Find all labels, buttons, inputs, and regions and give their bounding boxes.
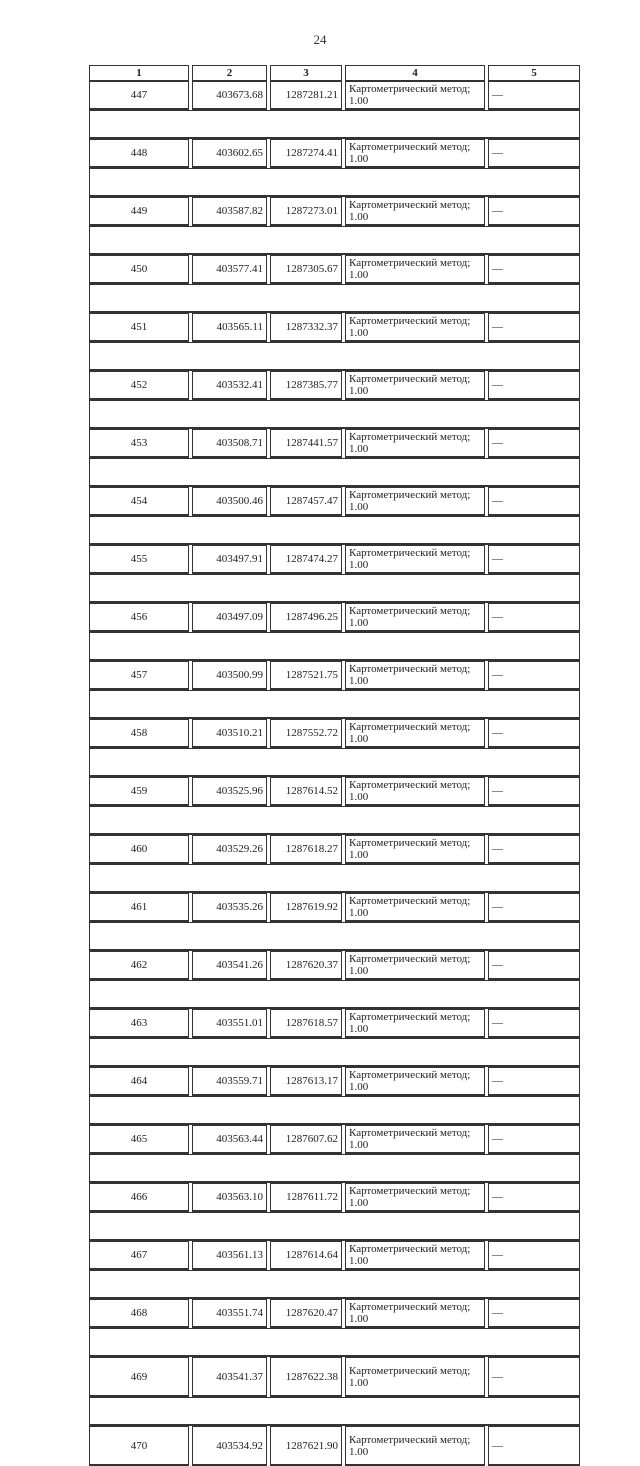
- method-cell: [345, 487, 485, 516]
- method-text: Картометрический метод;: [349, 895, 471, 907]
- accuracy-text: 1.00: [349, 501, 369, 513]
- point-number-cell: 456: [89, 603, 189, 632]
- table-row: [89, 1009, 580, 1038]
- x-coordinate-cell: 403673.68: [192, 81, 267, 110]
- note-cell: —: [488, 81, 580, 110]
- column-header-1: 1: [89, 65, 189, 81]
- y-coordinate-cell: 1287620.47: [270, 1299, 342, 1328]
- y-coordinate-cell: 1287385.77: [270, 371, 342, 400]
- method-cell: [345, 1299, 485, 1328]
- note-cell: —: [488, 661, 580, 690]
- method-text: Картометрический метод;: [349, 199, 471, 211]
- x-coordinate-cell: 403508.71: [192, 429, 267, 458]
- method-text: Картометрический метод;: [349, 779, 471, 791]
- note-cell: —: [488, 1009, 580, 1038]
- table-header-row: [89, 65, 580, 81]
- row-spacer-cell: [89, 1270, 580, 1299]
- row-spacer-cell: [89, 632, 580, 661]
- row-spacer: [89, 864, 580, 893]
- point-number-cell: 454: [89, 487, 189, 516]
- note-cell: —: [488, 603, 580, 632]
- method-text: Картометрический метод;: [349, 315, 471, 327]
- row-spacer: [89, 458, 580, 487]
- note-cell: —: [488, 139, 580, 168]
- method-cell: [345, 1357, 485, 1397]
- row-spacer: [89, 806, 580, 835]
- table-row: [89, 1241, 580, 1270]
- table-row: [89, 777, 580, 806]
- note-cell: —: [488, 951, 580, 980]
- point-number-cell: 466: [89, 1183, 189, 1212]
- x-coordinate-cell: 403500.46: [192, 487, 267, 516]
- table-row: [89, 1299, 580, 1328]
- accuracy-text: 1.00: [349, 211, 369, 223]
- x-coordinate-cell: 403577.41: [192, 255, 267, 284]
- table-row: [89, 313, 580, 342]
- row-spacer: [89, 574, 580, 603]
- method-cell: [345, 661, 485, 690]
- row-spacer: [89, 1212, 580, 1241]
- method-cell: [345, 777, 485, 806]
- method-cell: [345, 429, 485, 458]
- method-text: Картометрический метод;: [349, 1011, 471, 1023]
- table-row: [89, 1125, 580, 1154]
- point-number-cell: 450: [89, 255, 189, 284]
- row-spacer-cell: [89, 1212, 580, 1241]
- y-coordinate-cell: 1287620.37: [270, 951, 342, 980]
- x-coordinate-cell: 403563.10: [192, 1183, 267, 1212]
- point-number-cell: 467: [89, 1241, 189, 1270]
- x-coordinate-cell: 403534.92: [192, 1426, 267, 1466]
- method-cell: [345, 1426, 485, 1466]
- row-spacer-cell: [89, 748, 580, 777]
- point-number-cell: 469: [89, 1357, 189, 1397]
- method-text: Картометрический метод;: [349, 1069, 471, 1081]
- accuracy-text: 1.00: [349, 1081, 369, 1093]
- row-spacer-cell: [89, 1328, 580, 1357]
- y-coordinate-cell: 1287552.72: [270, 719, 342, 748]
- method-text: Картометрический метод;: [349, 721, 471, 733]
- x-coordinate-cell: 403541.37: [192, 1357, 267, 1397]
- point-number-cell: 470: [89, 1426, 189, 1466]
- note-cell: —: [488, 429, 580, 458]
- table-row: [89, 951, 580, 980]
- method-text: Картометрический метод;: [349, 83, 471, 95]
- accuracy-text: 1.00: [349, 443, 369, 455]
- row-spacer-cell: [89, 458, 580, 487]
- note-cell: —: [488, 371, 580, 400]
- y-coordinate-cell: 1287618.57: [270, 1009, 342, 1038]
- row-spacer: [89, 1154, 580, 1183]
- note-cell: —: [488, 1426, 580, 1466]
- y-coordinate-cell: 1287273.01: [270, 197, 342, 226]
- accuracy-text: 1.00: [349, 559, 369, 571]
- column-header-2: 2: [192, 65, 267, 81]
- accuracy-text: 1.00: [349, 385, 369, 397]
- row-spacer: [89, 110, 580, 139]
- row-spacer-cell: [89, 690, 580, 719]
- accuracy-text: 1.00: [349, 1376, 369, 1389]
- row-spacer: [89, 690, 580, 719]
- accuracy-text: 1.00: [349, 1023, 369, 1035]
- method-text: Картометрический метод;: [349, 373, 471, 385]
- point-number-cell: 452: [89, 371, 189, 400]
- row-spacer: [89, 632, 580, 661]
- x-coordinate-cell: 403500.99: [192, 661, 267, 690]
- method-cell: [345, 313, 485, 342]
- accuracy-text: 1.00: [349, 617, 369, 629]
- method-cell: [345, 1067, 485, 1096]
- note-cell: —: [488, 487, 580, 516]
- note-cell: —: [488, 1125, 580, 1154]
- row-spacer-cell: [89, 574, 580, 603]
- row-spacer: [89, 980, 580, 1009]
- y-coordinate-cell: 1287614.52: [270, 777, 342, 806]
- x-coordinate-cell: 403551.01: [192, 1009, 267, 1038]
- table-row: [89, 371, 580, 400]
- method-text: Картометрический метод;: [349, 953, 471, 965]
- method-cell: [345, 603, 485, 632]
- y-coordinate-cell: 1287607.62: [270, 1125, 342, 1154]
- note-cell: —: [488, 1241, 580, 1270]
- accuracy-text: 1.00: [349, 849, 369, 861]
- point-number-cell: 465: [89, 1125, 189, 1154]
- accuracy-text: 1.00: [349, 1313, 369, 1325]
- note-cell: —: [488, 313, 580, 342]
- table-row: [89, 1426, 580, 1466]
- table-body: [89, 81, 580, 1466]
- row-spacer: [89, 400, 580, 429]
- x-coordinate-cell: 403525.96: [192, 777, 267, 806]
- point-number-cell: 464: [89, 1067, 189, 1096]
- row-spacer: [89, 168, 580, 197]
- note-cell: —: [488, 777, 580, 806]
- row-spacer: [89, 226, 580, 255]
- table-row: [89, 255, 580, 284]
- point-number-cell: 455: [89, 545, 189, 574]
- table-row: [89, 661, 580, 690]
- table-row: [89, 1357, 580, 1397]
- note-cell: —: [488, 255, 580, 284]
- row-spacer: [89, 1096, 580, 1125]
- point-number-cell: 451: [89, 313, 189, 342]
- y-coordinate-cell: 1287619.92: [270, 893, 342, 922]
- note-cell: —: [488, 1299, 580, 1328]
- column-header-3: 3: [270, 65, 342, 81]
- method-text: Картометрический метод;: [349, 257, 471, 269]
- table-row: [89, 719, 580, 748]
- accuracy-text: 1.00: [349, 965, 369, 977]
- method-cell: [345, 545, 485, 574]
- accuracy-text: 1.00: [349, 733, 369, 745]
- y-coordinate-cell: 1287611.72: [270, 1183, 342, 1212]
- row-spacer-cell: [89, 864, 580, 893]
- row-spacer-cell: [89, 516, 580, 545]
- column-header-5: 5: [488, 65, 580, 81]
- y-coordinate-cell: 1287621.90: [270, 1426, 342, 1466]
- x-coordinate-cell: 403563.44: [192, 1125, 267, 1154]
- note-cell: —: [488, 893, 580, 922]
- note-cell: —: [488, 1357, 580, 1397]
- table-row: [89, 1183, 580, 1212]
- row-spacer-cell: [89, 226, 580, 255]
- row-spacer: [89, 1270, 580, 1299]
- accuracy-text: 1.00: [349, 1255, 369, 1267]
- method-cell: [345, 951, 485, 980]
- method-cell: [345, 139, 485, 168]
- row-spacer-cell: [89, 1038, 580, 1067]
- row-spacer-cell: [89, 922, 580, 951]
- x-coordinate-cell: 403529.26: [192, 835, 267, 864]
- method-cell: [345, 197, 485, 226]
- row-spacer-cell: [89, 110, 580, 139]
- method-cell: [345, 835, 485, 864]
- accuracy-text: 1.00: [349, 1445, 369, 1458]
- row-spacer-cell: [89, 806, 580, 835]
- y-coordinate-cell: 1287305.67: [270, 255, 342, 284]
- point-number-cell: 449: [89, 197, 189, 226]
- method-text: Картометрический метод;: [349, 489, 471, 501]
- accuracy-text: 1.00: [349, 327, 369, 339]
- table-row: [89, 139, 580, 168]
- x-coordinate-cell: 403497.09: [192, 603, 267, 632]
- method-cell: [345, 893, 485, 922]
- table-row: [89, 835, 580, 864]
- accuracy-text: 1.00: [349, 269, 369, 281]
- y-coordinate-cell: 1287332.37: [270, 313, 342, 342]
- table-row: [89, 603, 580, 632]
- accuracy-text: 1.00: [349, 1139, 369, 1151]
- accuracy-text: 1.00: [349, 791, 369, 803]
- x-coordinate-cell: 403535.26: [192, 893, 267, 922]
- note-cell: —: [488, 719, 580, 748]
- table-row: [89, 893, 580, 922]
- method-cell: [345, 719, 485, 748]
- table-row: [89, 197, 580, 226]
- accuracy-text: 1.00: [349, 907, 369, 919]
- row-spacer: [89, 284, 580, 313]
- method-text: Картометрический метод;: [349, 431, 471, 443]
- x-coordinate-cell: 403510.21: [192, 719, 267, 748]
- x-coordinate-cell: 403587.82: [192, 197, 267, 226]
- method-text: Картометрический метод;: [349, 547, 471, 559]
- row-spacer-cell: [89, 342, 580, 371]
- point-number-cell: 459: [89, 777, 189, 806]
- point-number-cell: 463: [89, 1009, 189, 1038]
- x-coordinate-cell: 403497.91: [192, 545, 267, 574]
- method-cell: [345, 1183, 485, 1212]
- method-cell: [345, 1125, 485, 1154]
- row-spacer-cell: [89, 1397, 580, 1426]
- y-coordinate-cell: 1287521.75: [270, 661, 342, 690]
- method-cell: [345, 255, 485, 284]
- row-spacer-cell: [89, 980, 580, 1009]
- y-coordinate-cell: 1287457.47: [270, 487, 342, 516]
- table-row: [89, 487, 580, 516]
- point-number-cell: 457: [89, 661, 189, 690]
- table-row: [89, 81, 580, 110]
- y-coordinate-cell: 1287613.17: [270, 1067, 342, 1096]
- row-spacer: [89, 342, 580, 371]
- table-row: [89, 545, 580, 574]
- row-spacer: [89, 1038, 580, 1067]
- point-number-cell: 460: [89, 835, 189, 864]
- row-spacer-cell: [89, 400, 580, 429]
- row-spacer: [89, 516, 580, 545]
- row-spacer-cell: [89, 1096, 580, 1125]
- row-spacer-cell: [89, 168, 580, 197]
- method-text: Картометрический метод;: [349, 141, 471, 153]
- method-text: Картометрический метод;: [349, 605, 471, 617]
- x-coordinate-cell: 403561.13: [192, 1241, 267, 1270]
- column-header-4: 4: [345, 65, 485, 81]
- table-row: [89, 1067, 580, 1096]
- point-number-cell: 453: [89, 429, 189, 458]
- x-coordinate-cell: 403559.71: [192, 1067, 267, 1096]
- y-coordinate-cell: 1287614.64: [270, 1241, 342, 1270]
- method-cell: [345, 1009, 485, 1038]
- page-number: 24: [313, 32, 327, 47]
- method-cell: [345, 371, 485, 400]
- method-cell: [345, 1241, 485, 1270]
- method-text: Картометрический метод;: [349, 1364, 471, 1377]
- table-row: [89, 429, 580, 458]
- accuracy-text: 1.00: [349, 95, 369, 107]
- coordinates-table: [86, 65, 583, 1466]
- x-coordinate-cell: 403602.65: [192, 139, 267, 168]
- y-coordinate-cell: 1287496.25: [270, 603, 342, 632]
- method-text: Картометрический метод;: [349, 1433, 471, 1446]
- row-spacer: [89, 1397, 580, 1426]
- point-number-cell: 447: [89, 81, 189, 110]
- x-coordinate-cell: 403532.41: [192, 371, 267, 400]
- row-spacer: [89, 748, 580, 777]
- y-coordinate-cell: 1287274.41: [270, 139, 342, 168]
- x-coordinate-cell: 403565.11: [192, 313, 267, 342]
- note-cell: —: [488, 1183, 580, 1212]
- method-cell: [345, 81, 485, 110]
- point-number-cell: 468: [89, 1299, 189, 1328]
- note-cell: —: [488, 197, 580, 226]
- note-cell: —: [488, 835, 580, 864]
- method-text: Картометрический метод;: [349, 1243, 471, 1255]
- y-coordinate-cell: 1287441.57: [270, 429, 342, 458]
- note-cell: —: [488, 1067, 580, 1096]
- method-text: Картометрический метод;: [349, 1127, 471, 1139]
- point-number-cell: 462: [89, 951, 189, 980]
- row-spacer: [89, 1328, 580, 1357]
- point-number-cell: 458: [89, 719, 189, 748]
- point-number-cell: 461: [89, 893, 189, 922]
- accuracy-text: 1.00: [349, 1197, 369, 1209]
- method-text: Картометрический метод;: [349, 837, 471, 849]
- row-spacer-cell: [89, 284, 580, 313]
- row-spacer-cell: [89, 1154, 580, 1183]
- row-spacer: [89, 922, 580, 951]
- accuracy-text: 1.00: [349, 153, 369, 165]
- x-coordinate-cell: 403551.74: [192, 1299, 267, 1328]
- method-text: Картометрический метод;: [349, 1301, 471, 1313]
- accuracy-text: 1.00: [349, 675, 369, 687]
- note-cell: —: [488, 545, 580, 574]
- y-coordinate-cell: 1287281.21: [270, 81, 342, 110]
- y-coordinate-cell: 1287618.27: [270, 835, 342, 864]
- point-number-cell: 448: [89, 139, 189, 168]
- x-coordinate-cell: 403541.26: [192, 951, 267, 980]
- y-coordinate-cell: 1287474.27: [270, 545, 342, 574]
- method-text: Картометрический метод;: [349, 663, 471, 675]
- method-text: Картометрический метод;: [349, 1185, 471, 1197]
- y-coordinate-cell: 1287622.38: [270, 1357, 342, 1397]
